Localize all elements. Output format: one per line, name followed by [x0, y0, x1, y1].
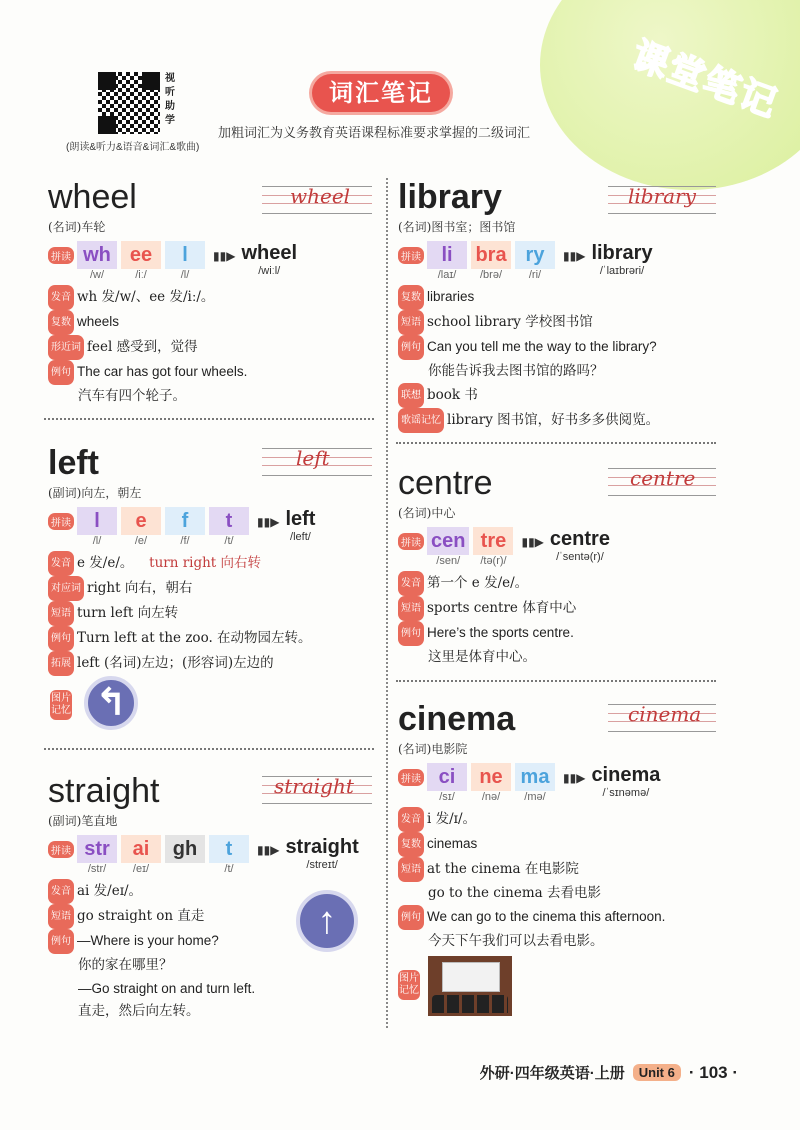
pron-row: 发音 第一个 e 发/e/。 [398, 571, 728, 596]
handwriting-word: library [628, 184, 696, 208]
example-row-2: —Go straight on and turn left. [78, 981, 256, 996]
handwriting-word: wheel [290, 184, 351, 208]
similar-row: 形近词 feel 感受到，觉得 [48, 335, 378, 360]
part-of-speech: (名词)车轮 [48, 220, 106, 234]
syllable: tre /tə(r)/ [473, 527, 513, 567]
handwriting-word: centre [630, 466, 696, 490]
phrase-row-2: go to the cinema 去看电影 [428, 885, 602, 901]
syllable: t /t/ [209, 835, 249, 875]
plural-row: 复数 libraries [398, 285, 728, 310]
section-banner: 词汇笔记 [312, 74, 450, 112]
opposite-row: 对应词 right 向右，朝右 [48, 576, 378, 601]
spelling-blocks [48, 835, 378, 875]
syllable: cen /sen/ [427, 527, 469, 567]
divider [396, 680, 716, 682]
handwriting-word: cinema [628, 702, 702, 726]
example-translation: 汽车有四个轮子。 [78, 388, 186, 404]
phrase-row: 短语 school library 学校图书馆 [398, 310, 728, 335]
qr-caption: (朗读&听力&语音&词汇&歌曲) [66, 142, 200, 153]
divider [44, 418, 374, 420]
example-row: 例句 Turn left at the zoo. 在动物园左转。 [48, 626, 378, 651]
tag-spell: 拼读 [398, 247, 424, 264]
headword: centre [398, 464, 493, 502]
example-translation: 你能告诉我去图书馆的路吗？ [428, 363, 604, 379]
blend-result: wheel /wiːl/ [241, 242, 298, 277]
syllable: f /f/ [165, 507, 205, 547]
arrow-icon: ▮▮▶ [563, 771, 586, 785]
syllable: l /l/ [77, 507, 117, 547]
assoc-row: 联想 book 书 [398, 383, 728, 408]
syllable: ma /mə/ [515, 763, 555, 803]
unit-badge: Unit 6 [633, 1064, 681, 1081]
syllable: ne /nə/ [471, 763, 511, 803]
example-translation: 你的家在哪里？ [78, 957, 173, 973]
spelling-blocks [398, 241, 728, 281]
syllable: bra /brə/ [471, 241, 511, 281]
tag-picture: 图片记忆 [398, 970, 420, 1000]
pron-row: 发音 wh 发/w/、ee 发/iː/。 [48, 285, 378, 310]
spelling-blocks [48, 507, 378, 547]
syllable: ry /ri/ [515, 241, 555, 281]
example-row: 例句 We can go to the cinema this afternoon. [398, 905, 728, 930]
arrow-icon: ▮▮▶ [257, 843, 280, 857]
part-of-speech: (名词)图书室；图书馆 [398, 220, 516, 234]
book-title: 外研·四年级英语·上册 [479, 1065, 625, 1082]
extend-row: 拓展 left (名词)左边；(形容词)左边的 [48, 651, 378, 676]
blend-result: left /left/ [285, 508, 316, 543]
tag-spell: 拼读 [398, 533, 424, 550]
example-row: 例句 Can you tell me the way to the library? [398, 335, 728, 360]
page-footer [480, 1062, 738, 1083]
headword: left [48, 444, 99, 482]
example-row: 例句 Here’s the sports centre. [398, 621, 728, 646]
go-straight-icon: ↑ [296, 890, 358, 952]
section-subtitle: 加粗词汇为义务教育英语课程标准要求掌握的二级词汇 [218, 126, 531, 141]
column-divider [386, 178, 388, 1028]
phrase-row: 短语 at the cinema 在电影院 [398, 857, 728, 882]
phrase-row: 短语 turn left 向左转 [48, 601, 378, 626]
qr-code[interactable] [98, 72, 160, 134]
phrase-row: 短语 go straight on 直走 [48, 904, 378, 929]
entry-cinema [398, 700, 728, 953]
tag-spell: 拼读 [48, 841, 74, 858]
headword: straight [48, 772, 160, 810]
blend-result: cinema /ˈsɪnəmə/ [591, 764, 661, 799]
part-of-speech: (名词)电影院 [398, 742, 468, 756]
cinema-seats [432, 995, 508, 1013]
turn-left-icon: ↰ [84, 676, 138, 730]
blend-result: library /ˈlaɪbrəri/ [591, 242, 653, 277]
entry-left [48, 444, 378, 676]
tag-picture: 图片记忆 [50, 690, 72, 720]
example-row: 例句 —Where is your home? [48, 929, 378, 954]
part-of-speech: (副词)向左，朝左 [48, 486, 142, 500]
syllable: ai /eɪ/ [121, 835, 161, 875]
syllable: li /laɪ/ [427, 241, 467, 281]
entry-library [398, 178, 728, 433]
example-row: 例句 The car has got four wheels. [48, 360, 378, 385]
tag-spell: 拼读 [398, 769, 424, 786]
arrow-icon: ▮▮▶ [563, 249, 586, 263]
example-translation: 直走，然后向左转。 [78, 1003, 200, 1019]
blend-result: straight /streɪt/ [285, 836, 359, 871]
cinema-picture [428, 956, 512, 1016]
song-row: 歌谣记忆 library 图书馆，好书多多供阅览。 [398, 408, 728, 433]
syllable: wh /w/ [77, 241, 117, 281]
handwriting-word: left [296, 446, 330, 470]
arrow-icon: ▮▮▶ [521, 535, 544, 549]
corner-title: 课堂笔记 [626, 35, 784, 126]
example-translation: 今天下午我们可以去看电影。 [428, 933, 604, 949]
syllable: ci /sɪ/ [427, 763, 467, 803]
spelling-blocks [398, 527, 728, 567]
cinema-screen [442, 962, 500, 992]
syllable: t /t/ [209, 507, 249, 547]
example-translation: 这里是体育中心。 [428, 649, 536, 665]
plural-row: 复数 wheels [48, 310, 378, 335]
handwriting-word: straight [274, 774, 354, 798]
qr-side-label: 视听助学 [165, 73, 175, 126]
tag-spell: 拼读 [48, 513, 74, 530]
plural-row: 复数 cinemas [398, 832, 728, 857]
arrow-icon: ▮▮▶ [213, 249, 236, 263]
pron-row: 发音 i 发/ɪ/。 [398, 807, 728, 832]
blend-result: centre /ˈsentə(r)/ [549, 528, 610, 563]
spelling-blocks [48, 241, 378, 281]
divider [44, 748, 374, 750]
syllable: e /e/ [121, 507, 161, 547]
part-of-speech: (副词)笔直地 [48, 814, 118, 828]
part-of-speech: (名词)中心 [398, 506, 456, 520]
headword: cinema [398, 700, 516, 738]
phrase-row: 短语 sports centre 体育中心 [398, 596, 728, 621]
syllable: l /l/ [165, 241, 205, 281]
spelling-blocks [398, 763, 728, 803]
divider [396, 442, 716, 444]
headword: library [398, 178, 502, 216]
handwritten-note: turn right 向右转 [149, 555, 262, 572]
tag-spell: 拼读 [48, 247, 74, 264]
syllable: str /str/ [77, 835, 117, 875]
syllable: ee /iː/ [121, 241, 161, 281]
pron-row: 发音 e 发/e/。 turn right 向右转 [48, 551, 378, 576]
pron-row: 发音 ai 发/eɪ/。 [48, 879, 378, 904]
page-number: · 103 · [688, 1062, 738, 1082]
headword: wheel [48, 178, 137, 216]
syllable: gh [165, 835, 205, 863]
arrow-icon: ▮▮▶ [257, 515, 280, 529]
